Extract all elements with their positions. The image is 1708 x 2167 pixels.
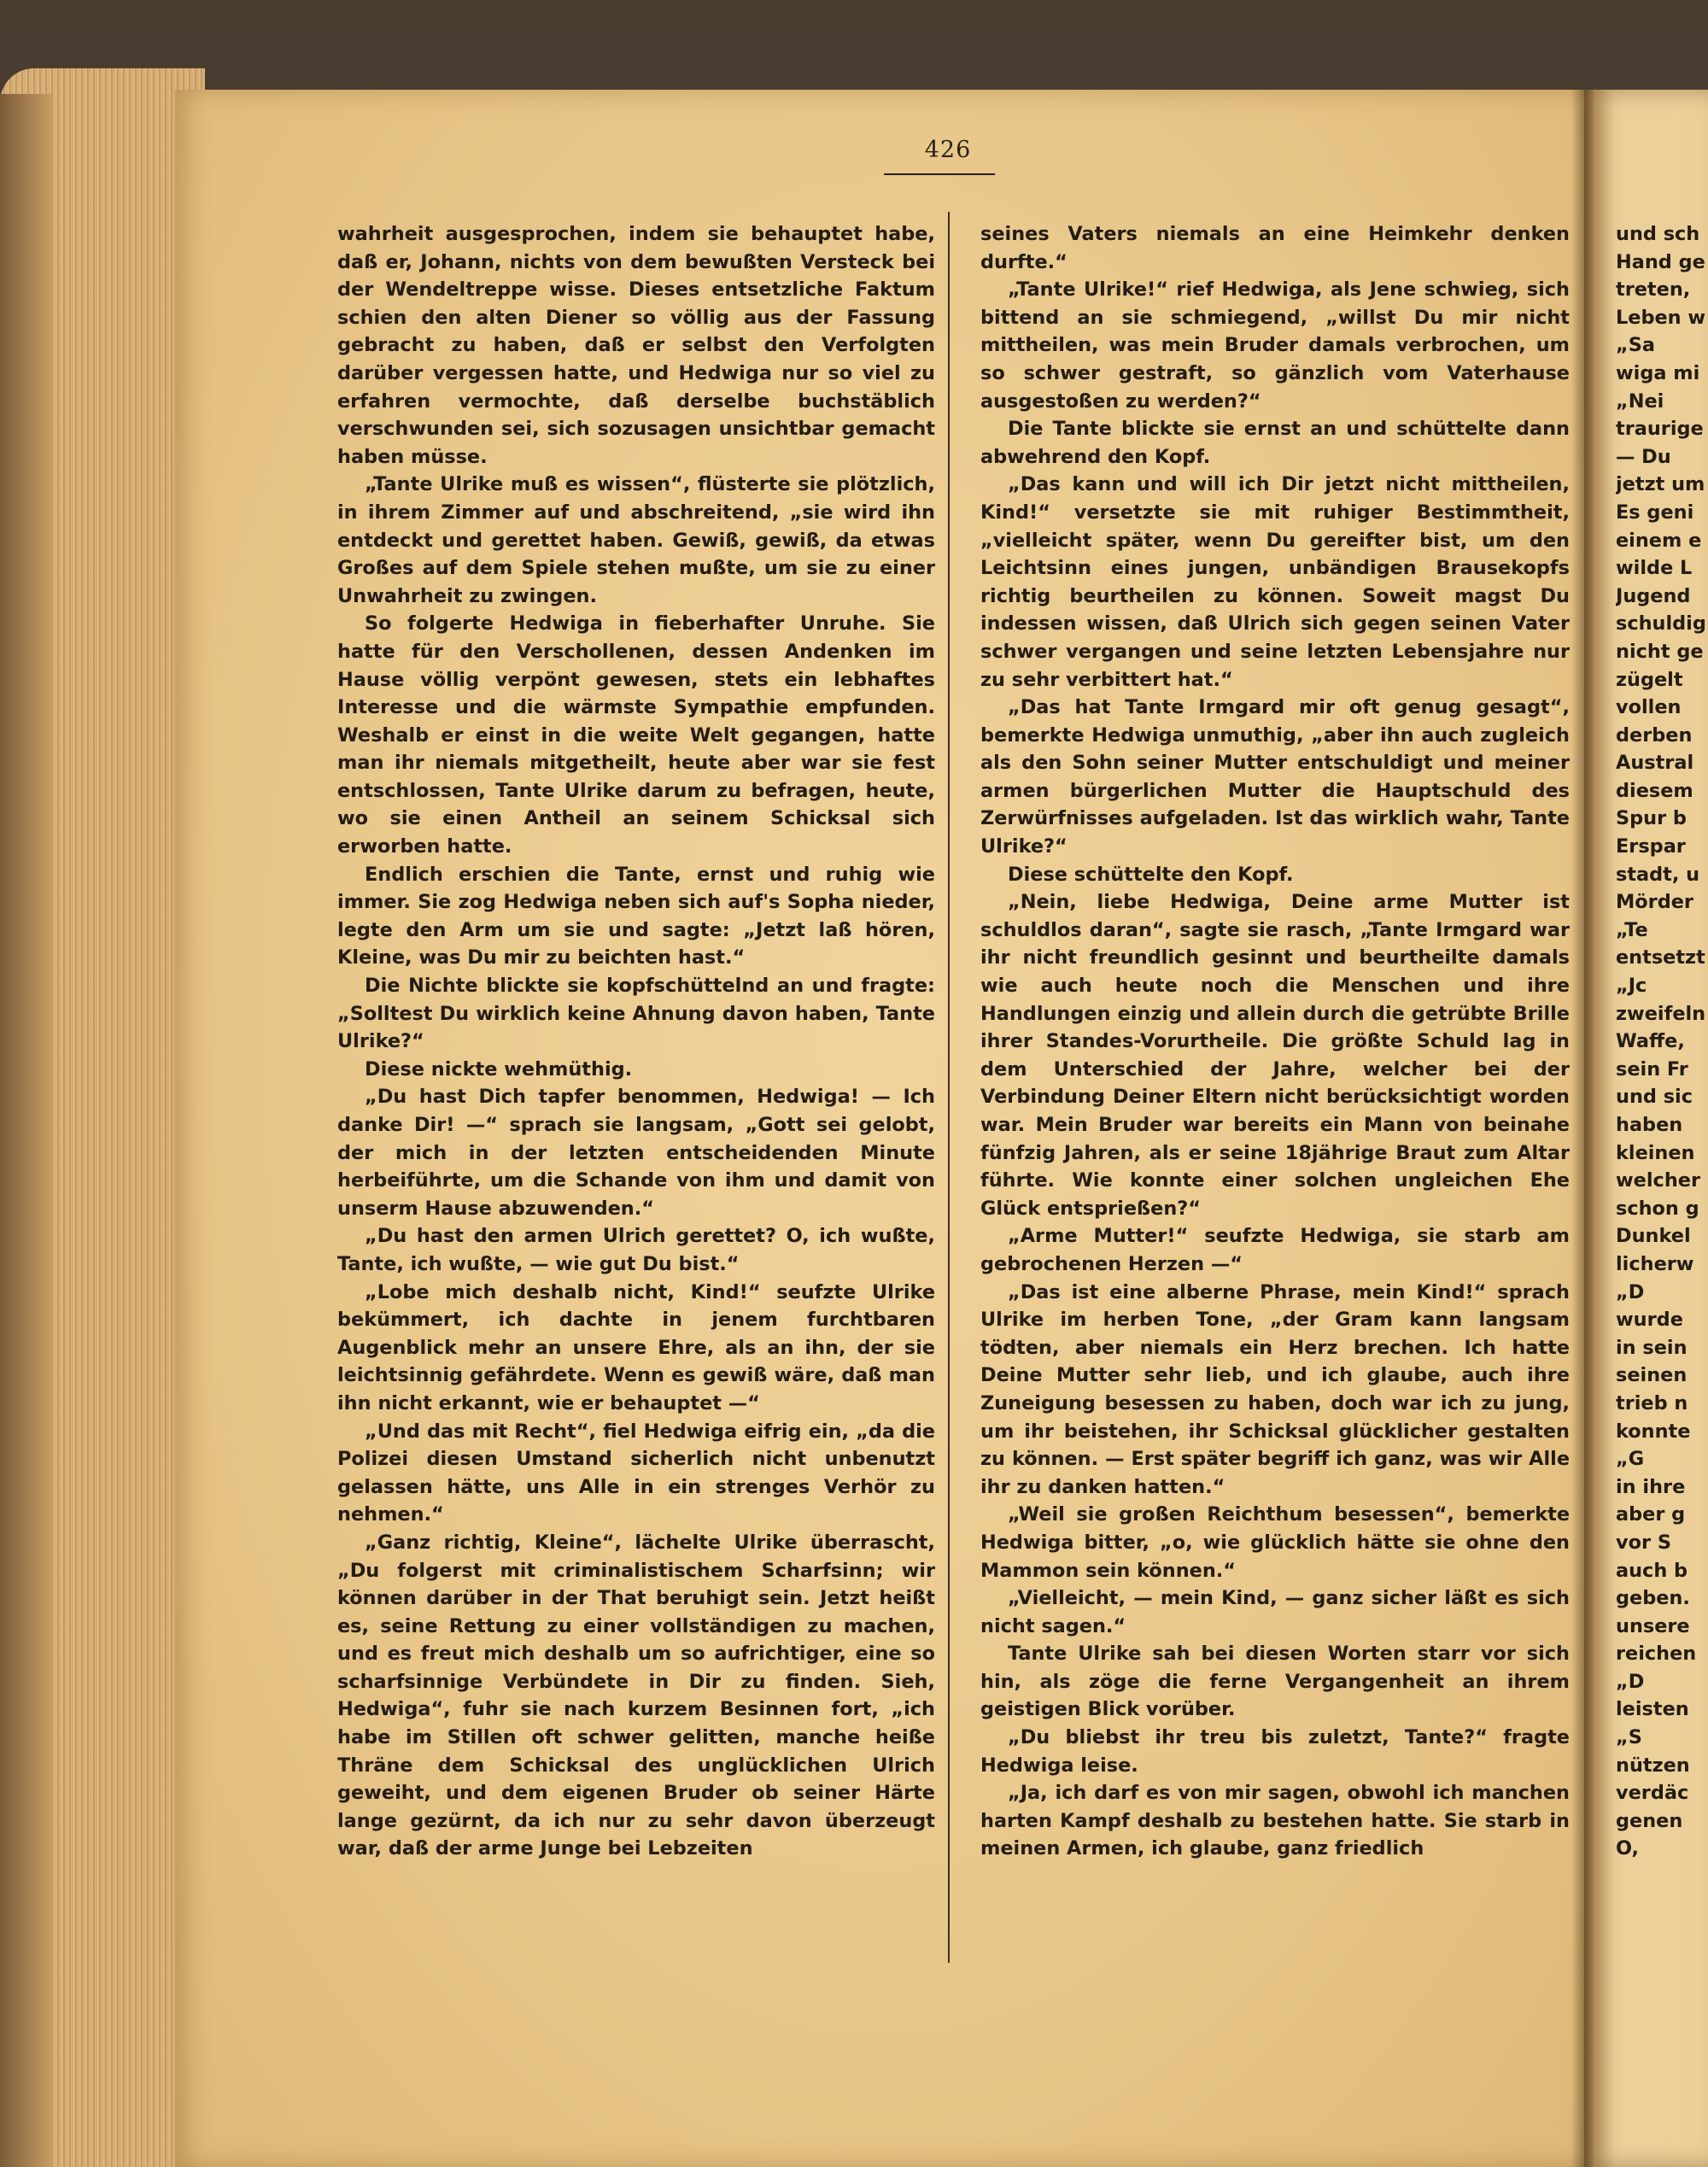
line-fragment: einem e bbox=[1616, 529, 1702, 552]
line-fragment: „Te bbox=[1616, 918, 1648, 941]
right-page-column-fragment bbox=[1616, 220, 1708, 1863]
paragraph: „Das ist eine alberne Phrase, mein Kind!“ sprach Ulrike im herben Tone, „der Gram kann langsam tödten, aber niemals ein Herz brechen. Ich hatte Deine Mutter sehr lieb, und ich glaube, auch ihre Zuneigung besessen zu haben, doch war ich zu jung, um ihr beistehen, ihr Schicksal glücklicher gestalten zu können. — Erst später begriff ich ganz, was wir Alle ihr zu danken hatten.“ bbox=[980, 1280, 1570, 1498]
line-fragment: traurige bbox=[1616, 418, 1704, 441]
paragraph: „Ja, ich darf es von mir sagen, obwohl ich manchen harten Kampf deshalb zu bestehen hatte. Sie starb in meinen Armen, ich glaube, ganz friedlich bbox=[980, 1782, 1570, 1860]
paragraph: Tante Ulrike sah bei diesen Worten starr vor sich hin, als zöge die ferne Vergangenheit an ihrem geistigen Blick vorüber. bbox=[980, 1643, 1570, 1721]
line-fragment: „Sa bbox=[1616, 334, 1655, 357]
line-fragment: Spur b bbox=[1616, 807, 1687, 830]
column-divider bbox=[948, 212, 950, 1963]
paragraph: „Du hast Dich tapfer benommen, Hedwiga! — Ich danke Dir! —“ sprach sie langsam, „Gott sei gelobt, der mich in der letzten entscheidenden Minute herbeiführte, um die Schande von ihm und damit von unserm Hause abzuwenden.“ bbox=[337, 1086, 935, 1220]
paragraph: „Vielleicht, — mein Kind, — ganz sicher läßt es sich nicht sagen.“ bbox=[980, 1587, 1570, 1637]
line-fragment: in sein bbox=[1616, 1336, 1688, 1359]
paragraph: wahrheit ausgesprochen, indem sie behauptet habe, daß er, Johann, nichts von dem bewußten Versteck bei der Wendeltreppe wisse. Dieses entsetzliche Faktum schien den alten Diener so völlig aus der Fassung gebracht zu haben, daß er selbst den Verfolgten darüber vergessen hatte, und Hedwiga nur so viel zu erfahren vermochte, daß derselbe buchstäblich verschwunden sei, sich sozusagen unsichtbar gemacht haben müsse. bbox=[337, 223, 935, 468]
line-fragment: entsetzt bbox=[1616, 946, 1705, 969]
paragraph: seines Vaters niemals an eine Heimkehr denken durfte.“ bbox=[980, 223, 1570, 273]
line-fragment: Es geni bbox=[1616, 501, 1694, 524]
line-fragment: schon g bbox=[1616, 1197, 1699, 1220]
book-gutter bbox=[1571, 90, 1594, 2167]
paragraph: „Nein, liebe Hedwiga, Deine arme Mutter ist schuldlos daran“, sagte sie rasch, „Tante Irmgard war ihr nicht freundlich gesinnt und beurtheilte damals wie auch heute noch die Menschen und ihre Handlungen einzig und allein durch die getrübte Brille ihrer Standes-Vorurtheile. Die größte Schuld lag in dem Unterschied der Jahre, welcher bei der Verbindung Deiner Eltern nicht berücksichtigt worden war. Mein Bruder war bereits ein Mann von beinahe fünfzig Jahren, als er seine 18jährige Braut zum Altar führte. Wie konnte einer solchen ungleichen Ehe Glück entsprießen?“ bbox=[980, 891, 1570, 1220]
line-fragment: genen bbox=[1616, 1809, 1683, 1832]
line-fragment: unsere bbox=[1616, 1614, 1690, 1637]
line-fragment: licherw bbox=[1616, 1252, 1694, 1275]
line-fragment: haben bbox=[1616, 1114, 1683, 1136]
line-fragment: zügelt bbox=[1616, 668, 1683, 691]
line-fragment: Hand ge bbox=[1616, 250, 1705, 273]
line-fragment: „D bbox=[1616, 1280, 1645, 1303]
left-column bbox=[337, 220, 935, 1863]
line-fragment: Dunkel bbox=[1616, 1225, 1691, 1248]
paragraph: „Lobe mich deshalb nicht, Kind!“ seufzte Ulrike bekümmert, ich dachte in jenem furchtbaren Augenblick mehr an unsere Ehre, als an ihn, der sie leichtsinnig gefährdete. Wenn es gewiß wäre, daß man ihn nicht erkannt, wie er behauptet —“ bbox=[337, 1280, 935, 1414]
line-fragment: zweifeln bbox=[1616, 1002, 1706, 1025]
line-fragment: in ihre bbox=[1616, 1475, 1686, 1498]
line-fragment: derben bbox=[1616, 723, 1693, 747]
paragraph: „Das hat Tante Irmgard mir oft genug gesagt“, bemerkte Hedwiga unmuthig, „aber ihn auch zugleich als den Sohn seiner Mutter entschuldigt und meiner armen bürgerlichen Mutter die Hauptschuld des Zerwürfnisses aufgeladen. Ist das wirklich wahr, Tante Ulrike?“ bbox=[980, 696, 1570, 858]
line-fragment: nicht ge bbox=[1616, 640, 1704, 663]
line-fragment: wilde L bbox=[1616, 557, 1693, 580]
page-number-rule bbox=[884, 173, 995, 175]
paragraph: „Tante Ulrike!“ rief Hedwiga, als Jene schwieg, sich bittend an sie schmiegend, „willst Du mir nicht mittheilen, was mein Bruder damals verbrochen, um so schwer gestraft, so gänzlich vom Vaterhause ausgestoßen zu werden?“ bbox=[980, 278, 1570, 413]
paragraph: „Das kann und will ich Dir jetzt nicht mittheilen, Kind!“ versetzte sie mit ruhiger Bestimmtheit, „vielleicht später, wenn Du gereifter bist, um den Leichtsinn eines jungen, unbändigen Brausekopfs richtig beurtheilen zu können. Soweit magst Du indessen wissen, daß Ulrich sich gegen seinen Vater schwer vergangen und seine letzten Lebensjahre nur zu sehr verbittert hat.“ bbox=[980, 473, 1570, 691]
paragraph: So folgerte Hedwiga in fieberhafter Unruhe. Sie hatte für den Verschollenen, dessen Andenken im Hause völlig verpönt gewesen, stets ein lebhaftes Interesse und die wärmste Sympathie empfunden. Weshalb er einst in die weite Welt gegangen, hatte man ihr niemals mitgetheilt, heute aber war sie fest entschlossen, Tante Ulrike darum zu befragen, heute, wo sie einen Antheil an seinem Schicksal sich erworben hatte. bbox=[337, 612, 935, 858]
line-fragment: schuldig bbox=[1616, 612, 1706, 635]
paragraph: „Du bliebst ihr treu bis zuletzt, Tante?“ fragte Hedwiga leise. bbox=[980, 1726, 1570, 1777]
binding-shadow bbox=[0, 94, 51, 2167]
line-fragment: O, bbox=[1616, 1837, 1640, 1860]
paragraph: Die Nichte blickte sie kopfschüttelnd an und fragte: „Solltest Du wirklich keine Ahnung davon haben, Tante Ulrike?“ bbox=[337, 975, 935, 1053]
paragraph: Diese nickte wehmüthig. bbox=[365, 1057, 633, 1081]
paragraph: Diese schüttelte den Kopf. bbox=[1008, 863, 1294, 886]
line-fragment: wiga mi bbox=[1616, 361, 1700, 384]
line-fragment: stadt, u bbox=[1616, 863, 1700, 886]
line-fragment: Austral bbox=[1616, 752, 1694, 775]
line-fragment: wurde bbox=[1616, 1309, 1683, 1332]
line-fragment: kleinen bbox=[1616, 1141, 1695, 1164]
line-fragment: treten, bbox=[1616, 278, 1691, 302]
paragraph: Die Tante blickte sie ernst an und schüttelte dann abwehrend den Kopf. bbox=[980, 418, 1570, 468]
line-fragment: „Nei bbox=[1616, 389, 1664, 413]
line-fragment: Leben w bbox=[1616, 306, 1706, 329]
line-fragment: vollen bbox=[1616, 696, 1682, 719]
line-fragment: diesem bbox=[1616, 779, 1693, 802]
paragraph: „Tante Ulrike muß es wissen“, flüsterte sie plötzlich, in ihrem Zimmer auf und abschreitend, „sie wird ihn entdeckt und gerettet haben. Gewiß, gewiß, da etwas Großes auf dem Spiele stehen mußte, um sie zu einer Unwahrheit zu zwingen. bbox=[337, 473, 935, 607]
paragraph: „Und das mit Recht“, fiel Hedwiga eifrig ein, „da die Polizei diesen Umstand sicherlich nicht unbenutzt gelassen hätte, uns Alle in ein strenges Verhör zu nehmen.“ bbox=[337, 1420, 935, 1526]
line-fragment: Erspar bbox=[1616, 835, 1686, 858]
line-fragment: konnte bbox=[1616, 1420, 1691, 1443]
line-fragment: „Jc bbox=[1616, 975, 1647, 998]
line-fragment: nützen bbox=[1616, 1754, 1690, 1777]
line-fragment: verdäc bbox=[1616, 1782, 1689, 1805]
line-fragment: trieb n bbox=[1616, 1391, 1688, 1414]
line-fragment: auch b bbox=[1616, 1559, 1688, 1582]
line-fragment: seinen bbox=[1616, 1364, 1688, 1387]
line-fragment: und sch bbox=[1616, 223, 1700, 245]
middle-column bbox=[980, 220, 1570, 1863]
line-fragment: jetzt um bbox=[1616, 473, 1705, 496]
line-fragment: sein Fr bbox=[1616, 1057, 1688, 1081]
line-fragment: vor S bbox=[1616, 1531, 1671, 1554]
line-fragment: Waffe, bbox=[1616, 1030, 1685, 1053]
line-fragment: — Du bbox=[1616, 445, 1671, 468]
line-fragment: leisten bbox=[1616, 1698, 1689, 1721]
page-number: 426 bbox=[924, 137, 972, 163]
line-fragment: reichen bbox=[1616, 1643, 1697, 1666]
line-fragment: welcher bbox=[1616, 1169, 1700, 1192]
line-fragment: „S bbox=[1616, 1726, 1642, 1749]
line-fragment: Mörder bbox=[1616, 891, 1693, 914]
paragraph: „Arme Mutter!“ seufzte Hedwiga, sie starb am gebrochenen Herzen —“ bbox=[980, 1225, 1570, 1275]
paragraph: „Du hast den armen Ulrich gerettet? O, ich wußte, Tante, ich wußte, — wie gut Du bist.“ bbox=[337, 1225, 935, 1275]
line-fragment: „G bbox=[1616, 1448, 1645, 1471]
line-fragment: geben. bbox=[1616, 1587, 1690, 1610]
paragraph: Endlich erschien die Tante, ernst und ruhig wie immer. Sie zog Hedwiga neben sich auf's Sopha nieder, legte den Arm um sie und sagte: „Jetzt laß hören, Kleine, was Du mir zu beichten hast.“ bbox=[337, 863, 935, 969]
line-fragment: und sic bbox=[1616, 1086, 1693, 1109]
line-fragment: aber g bbox=[1616, 1503, 1686, 1526]
line-fragment: „D bbox=[1616, 1670, 1645, 1693]
paragraph: „Ganz richtig, Kleine“, lächelte Ulrike überrascht, „Du folgerst mit criminalistischem Scharfsinn; wir können darüber in der That beruhigt sein. Jetzt heißt es, seine Rettung zu einer vollständigen zu machen, und es freut mich deshalb um so aufrichtiger, eine so scharfsinnige Verbündete in Dir zu finden. Sieh, Hedwiga“, fuhr sie nach kurzem Besinnen fort, „ich habe im Stillen oft schwer gelitten, manche heiße Thräne dem Schicksal des unglücklichen Ulrich geweiht, und dem eigenen Bruder ob seiner Härte lange gezürnt, da ich nur zu sehr davon überzeugt war, daß der arme Junge bei Lebzeiten bbox=[337, 1531, 935, 1860]
paragraph: „Weil sie großen Reichthum besessen“, bemerkte Hedwiga bitter, „o, wie glücklich hätte sie ohne den Mammon sein können.“ bbox=[980, 1503, 1570, 1582]
line-fragment: Jugend bbox=[1616, 584, 1691, 607]
